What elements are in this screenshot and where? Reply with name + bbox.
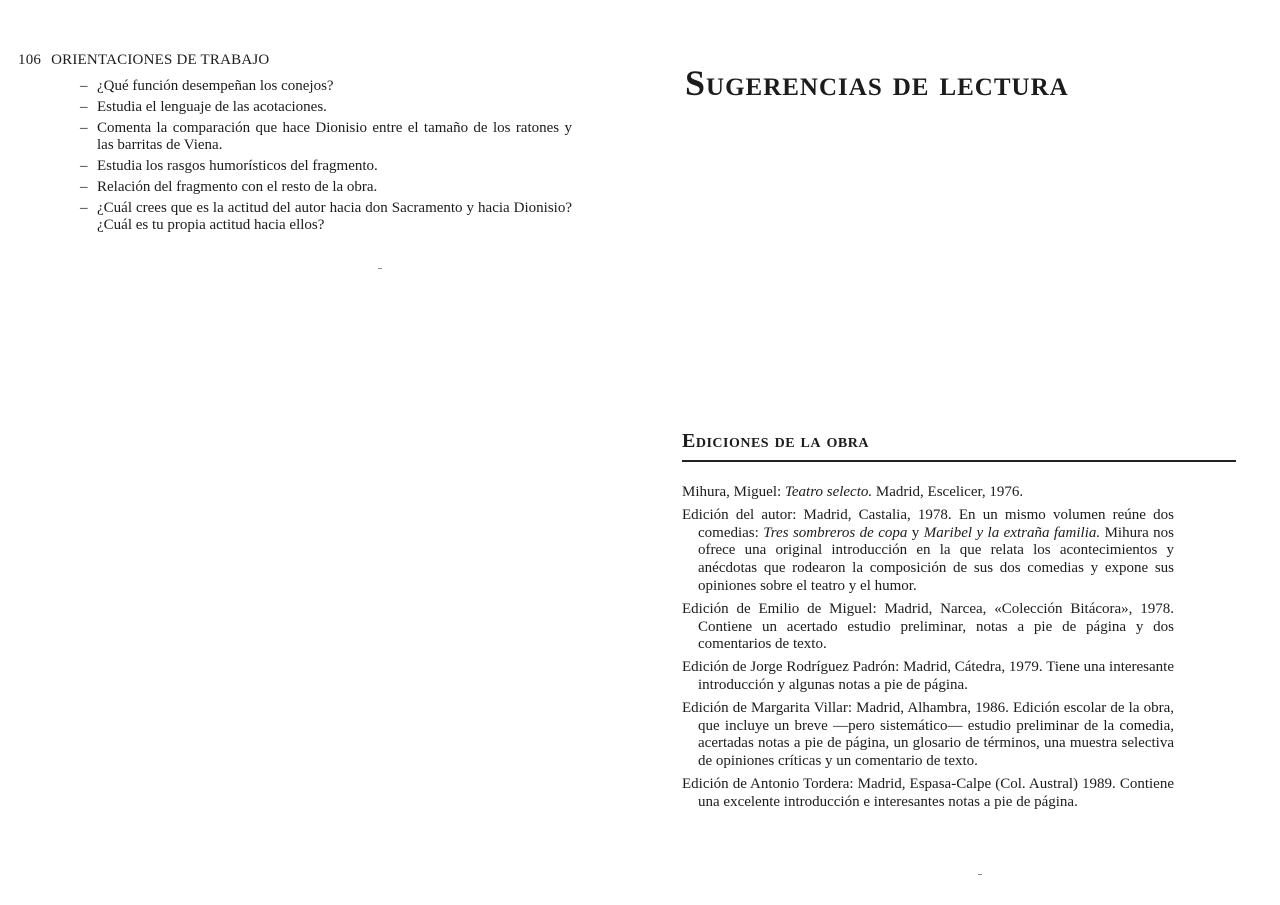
edition-text: Madrid, Escelicer, 1976. [872, 484, 1024, 500]
list-item-text: Relación del fragmento con el resto de la obra. [97, 179, 378, 195]
edition-text: Edición de Margarita Villar: Madrid, Alhambra, 1986. Edición escolar de la obra, que incluye un breve —pero sistemático— estudio preliminar de la comedia, acertadas notas a pie de página, un glosario de términos, una muestra selectiva de opiniones críticas y un comentario de texto. [682, 699, 1174, 770]
list-item [80, 78, 572, 95]
scan-speck [978, 874, 982, 875]
edition-text: y [907, 524, 924, 541]
edition-italic-title: Maribel y la extraña familia. [923, 524, 1101, 541]
page-number: 106 [18, 52, 42, 68]
list-item-text: Comenta la comparación que hace Dionisio entre el tamaño de los ratones y las barritas de Viena. [97, 120, 572, 153]
edition-text: Edición de Emilio de Miguel: Madrid, Narcea, «Colección Bitácora», 1978. Contiene un acertado estudio preliminar, notas a pie de página y dos comentarios de texto. [682, 600, 1174, 653]
right-page [640, 0, 1280, 905]
edition-entry [682, 700, 1174, 771]
bullet-dash: – [80, 99, 88, 115]
edition-italic-title: Teatro selecto. [784, 484, 873, 500]
bullet-dash: – [80, 179, 88, 195]
bullet-dash: – [80, 200, 88, 216]
list-item-text: Estudia los rasgos humorísticos del fragmento. [97, 158, 378, 174]
section-title: Ediciones de la obra [682, 430, 869, 452]
edition-entry [682, 659, 1174, 695]
edition-entry [682, 776, 1174, 812]
edition-entry [682, 601, 1174, 654]
list-item-text: ¿Cuál crees que es la actitud del autor hacia don Sacramento y hacia Dionisio? ¿Cuál es tu propia actitud hacia ellos? [97, 200, 572, 233]
editions-list [682, 484, 1174, 817]
edition-text: Edición de Antonio Tordera: Madrid, Espasa-Calpe (Col. Austral) 1989. Contiene una excelente introducción e interesantes notas a pie de página. [682, 775, 1174, 810]
edition-entry [682, 507, 1174, 596]
edition-text: Mihura nos ofrece una original introducción en la que relata los acontecimientos y anécdotas que rodearon la composición de sus dos comedias y expone sus opiniones sobre el teatro y el humor. [698, 524, 1174, 594]
bullet-dash: – [80, 78, 88, 94]
running-head-title: ORIENTACIONES DE TRABAJO [51, 52, 270, 68]
list-item [80, 158, 572, 175]
list-item-text: ¿Qué función desempeñan los conejos? [97, 78, 334, 94]
edition-text: Edición de Jorge Rodríguez Padrón: Madrid, Cátedra, 1979. Tiene una interesante introducción y algunas notas a pie de página. [682, 659, 1174, 693]
list-item-text: Estudia el lenguaje de las acotaciones. [97, 99, 327, 115]
edition-entry [682, 484, 1174, 502]
list-item [80, 179, 572, 196]
list-item [80, 99, 572, 116]
section-divider [682, 460, 1236, 462]
scan-speck [378, 268, 382, 269]
bullet-dash: – [80, 120, 88, 136]
bullet-dash: – [80, 158, 88, 174]
page-title: Sugerencias de lectura [685, 63, 1069, 103]
running-head [18, 52, 269, 69]
edition-italic-title: Tres sombreros de copa [763, 524, 908, 541]
list-item [80, 200, 572, 234]
edition-text: Mihura, Miguel: [682, 484, 785, 500]
exercise-list [80, 78, 572, 238]
edition-text: Edición del autor: Madrid, Castalia, 1978. En un mismo volumen reúne dos comedias: [682, 506, 1174, 541]
list-item [80, 120, 572, 154]
